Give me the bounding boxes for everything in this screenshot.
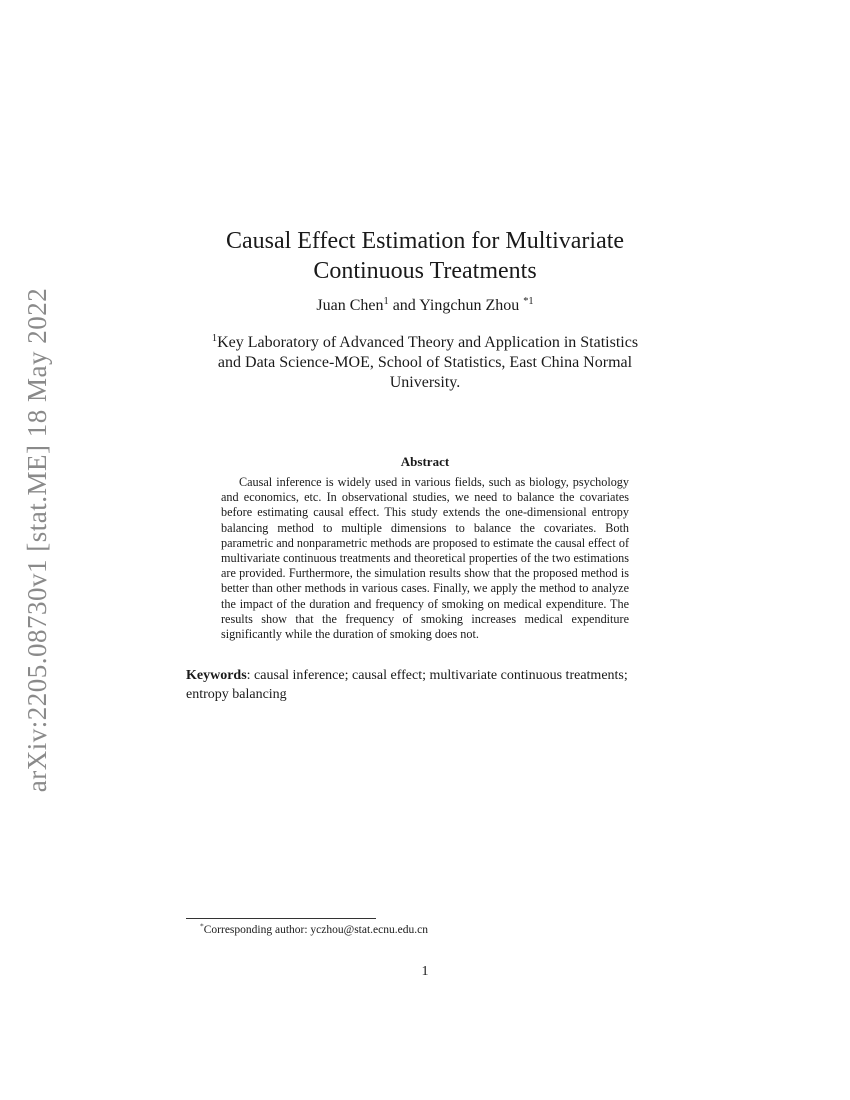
author-affiliation-mark: 1 (383, 295, 389, 307)
affiliation-line: $^1$Key Laboratory of Advanced Theory and Application in Statistics (211, 332, 639, 351)
paper-title (175, 226, 675, 286)
page-number: 1 (421, 964, 429, 979)
keywords-block (186, 666, 666, 704)
affiliation-block (175, 333, 675, 393)
author-affiliation-mark: *1 (523, 295, 534, 307)
title-line-1: Causal Effect Estimation for Multivariate (225, 228, 625, 254)
author-name: Yingchun Zhou (419, 297, 524, 314)
keywords-list: : causal inference; causal effect; multivariate continuous treatments; entropy balancing (186, 668, 628, 702)
keywords-label: Keywords (186, 668, 247, 683)
author-connector: and (388, 297, 420, 314)
affiliation-line: and Data Science-MOE, School of Statistics, East China Normal (217, 354, 633, 371)
affiliation-line: University. (389, 374, 461, 391)
title-line-2: Continuous Treatments (313, 258, 537, 284)
footnote-divider (186, 918, 376, 919)
affiliation-mark: 1 (211, 332, 218, 344)
footnote (200, 921, 428, 936)
footnote-mark: * (200, 921, 204, 931)
author-list (175, 297, 675, 315)
footnote-text: Corresponding author: yczhou@stat.ecnu.edu.cn (203, 924, 428, 936)
author-name: Juan Chen (316, 297, 384, 314)
abstract-text: Causal inference is widely used in various fields, such as biology, psychology and economics, etc. In observational studies, we need to balance the covariates before estimating causal effect. This study extends the one-dimensional entropy balancing method to multiple dimensions to balance the covariates. Both parametric and nonparametric methods are proposed to estimate the causal effect of multivariate continuous treatments and theoretical properties of the two estimations are provided. Furthermore, the simulation results show that the proposed method is better than other methods in various cases. Finally, we apply the method to analyze the impact of the duration and frequency of smoking on medical expenditure. The results show that the frequency of smoking increases medical expenditure significantly while the duration of smoking does not. (221, 475, 629, 642)
abstract-heading: Abstract (400, 454, 450, 469)
arxiv-identifier-stamp: arXiv:2205.08730v1 [stat.ME] 18 May 2022 (22, 287, 52, 793)
